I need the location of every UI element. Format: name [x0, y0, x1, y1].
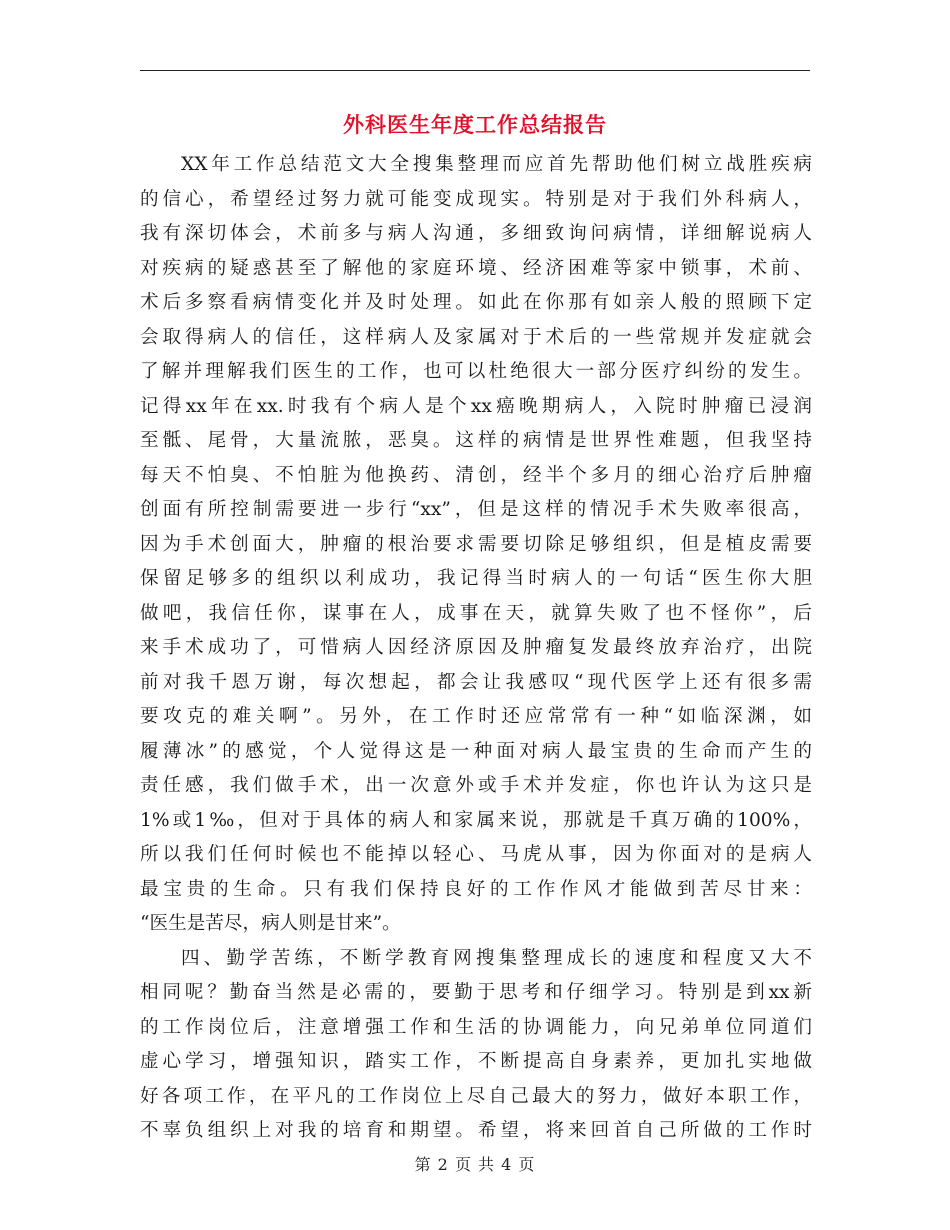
- text-line: 好各项工作，在平凡的工作岗位上尽自己最大的努力，做好本职工作，: [140, 1085, 812, 1107]
- text-line: 责任感，我们做手术，出一次意外或手术并发症，你也许认为这只是: [140, 775, 812, 796]
- text-line: 四、勤学苦练，不断学教育网搜集整理成长的速度和程度又大不: [181, 947, 812, 969]
- text-line: “医生是苦尽，病人则是甘来”。: [140, 913, 401, 934]
- text-line: 因为手术创面大，肿瘤的根治要求需要切除足够组织，但是植皮需要: [140, 533, 812, 555]
- text-line: 要攻克的难关啊”。另外，在工作时还应常常有一种“如临深渊，如: [140, 706, 812, 727]
- text-line: 最宝贵的生命。只有我们保持良好的工作作风才能做到苦尽甘来：: [140, 878, 812, 900]
- text-line: 至骶、尾骨，大量流脓，恶臭。这样的病情是世界性难题，但我坚持: [140, 430, 812, 451]
- text-line: 虚心学习，增强知识，踏实工作，不断提高自身素养，更加扎实地做: [140, 1051, 812, 1072]
- text-line: 来手术成功了，可惜病人因经济原因及肿瘤复发最终放弃治疗，出院: [140, 637, 812, 658]
- text-line: 对疾病的疑惑甚至了解他的家庭环境、经济困难等家中锁事，术前、: [140, 257, 812, 279]
- text-line: 履薄冰”的感觉，个人觉得这是一种面对病人最宝贵的生命而产生的: [140, 740, 812, 762]
- text-line: 1%或1‰，但对于具体的病人和家属来说，那就是千真万确的100%，: [140, 809, 812, 831]
- text-line: 相同呢？勤奋当然是必需的，要勤于思考和仔细学习。特别是到xx新: [140, 982, 812, 1003]
- text-line: 了解并理解我们医生的工作，也可以杜绝很大一部分医疗纠纷的发生。: [140, 361, 812, 382]
- text-line: 创面有所控制需要进一步行“xx”，但是这样的情况手术失败率很高，: [140, 499, 812, 520]
- document-body: [140, 148, 812, 1149]
- header-rule: [140, 70, 810, 71]
- text-line: 不辜负组织上对我的培育和期望。希望，将来回首自己所做的工作时: [140, 1120, 812, 1141]
- document-title: 外科医生年度工作总结报告: [343, 112, 607, 137]
- text-line: 保留足够多的组织以利成功，我记得当时病人的一句话“医生你大胆: [140, 568, 812, 589]
- text-line: 记得xx年在xx.时我有个病人是个xx癌晚期病人，入院时肿瘤已浸润: [140, 395, 812, 417]
- text-line: 的工作岗位后，注意增强工作和生活的协调能力，向兄弟单位同道们: [140, 1016, 812, 1038]
- text-line: 会取得病人的信任，这样病人及家属对于术后的一些常规并发症就会: [140, 326, 812, 348]
- text-line: 所以我们任何时候也不能掉以轻心、马虎从事，因为你面对的是病人: [140, 844, 812, 865]
- text-line: 的信心，希望经过努力就可能变成现实。特别是对于我们外科病人，: [140, 188, 812, 210]
- text-line: 我有深切体会，术前多与病人沟通，多细致询问病情，详细解说病人: [140, 223, 812, 244]
- text-line: 做吧，我信任你，谋事在人，成事在天，就算失败了也不怪你”，后: [140, 602, 812, 624]
- text-line: 术后多察看病情变化并及时处理。如此在你那有如亲人般的照顾下定: [140, 292, 812, 313]
- text-line: XX年工作总结范文大全搜集整理而应首先帮助他们树立战胜疾病: [181, 154, 812, 175]
- paragraph-1: [140, 148, 812, 942]
- page-number: 第 2 页 共 4 页: [414, 1155, 536, 1174]
- paragraph-2: [140, 942, 812, 1149]
- text-line: 每天不怕臭、不怕脏为他换药、清创，经半个多月的细心治疗后肿瘤: [140, 464, 812, 486]
- text-line: 前对我千恩万谢，每次想起，都会让我感叹“现代医学上还有很多需: [140, 671, 812, 693]
